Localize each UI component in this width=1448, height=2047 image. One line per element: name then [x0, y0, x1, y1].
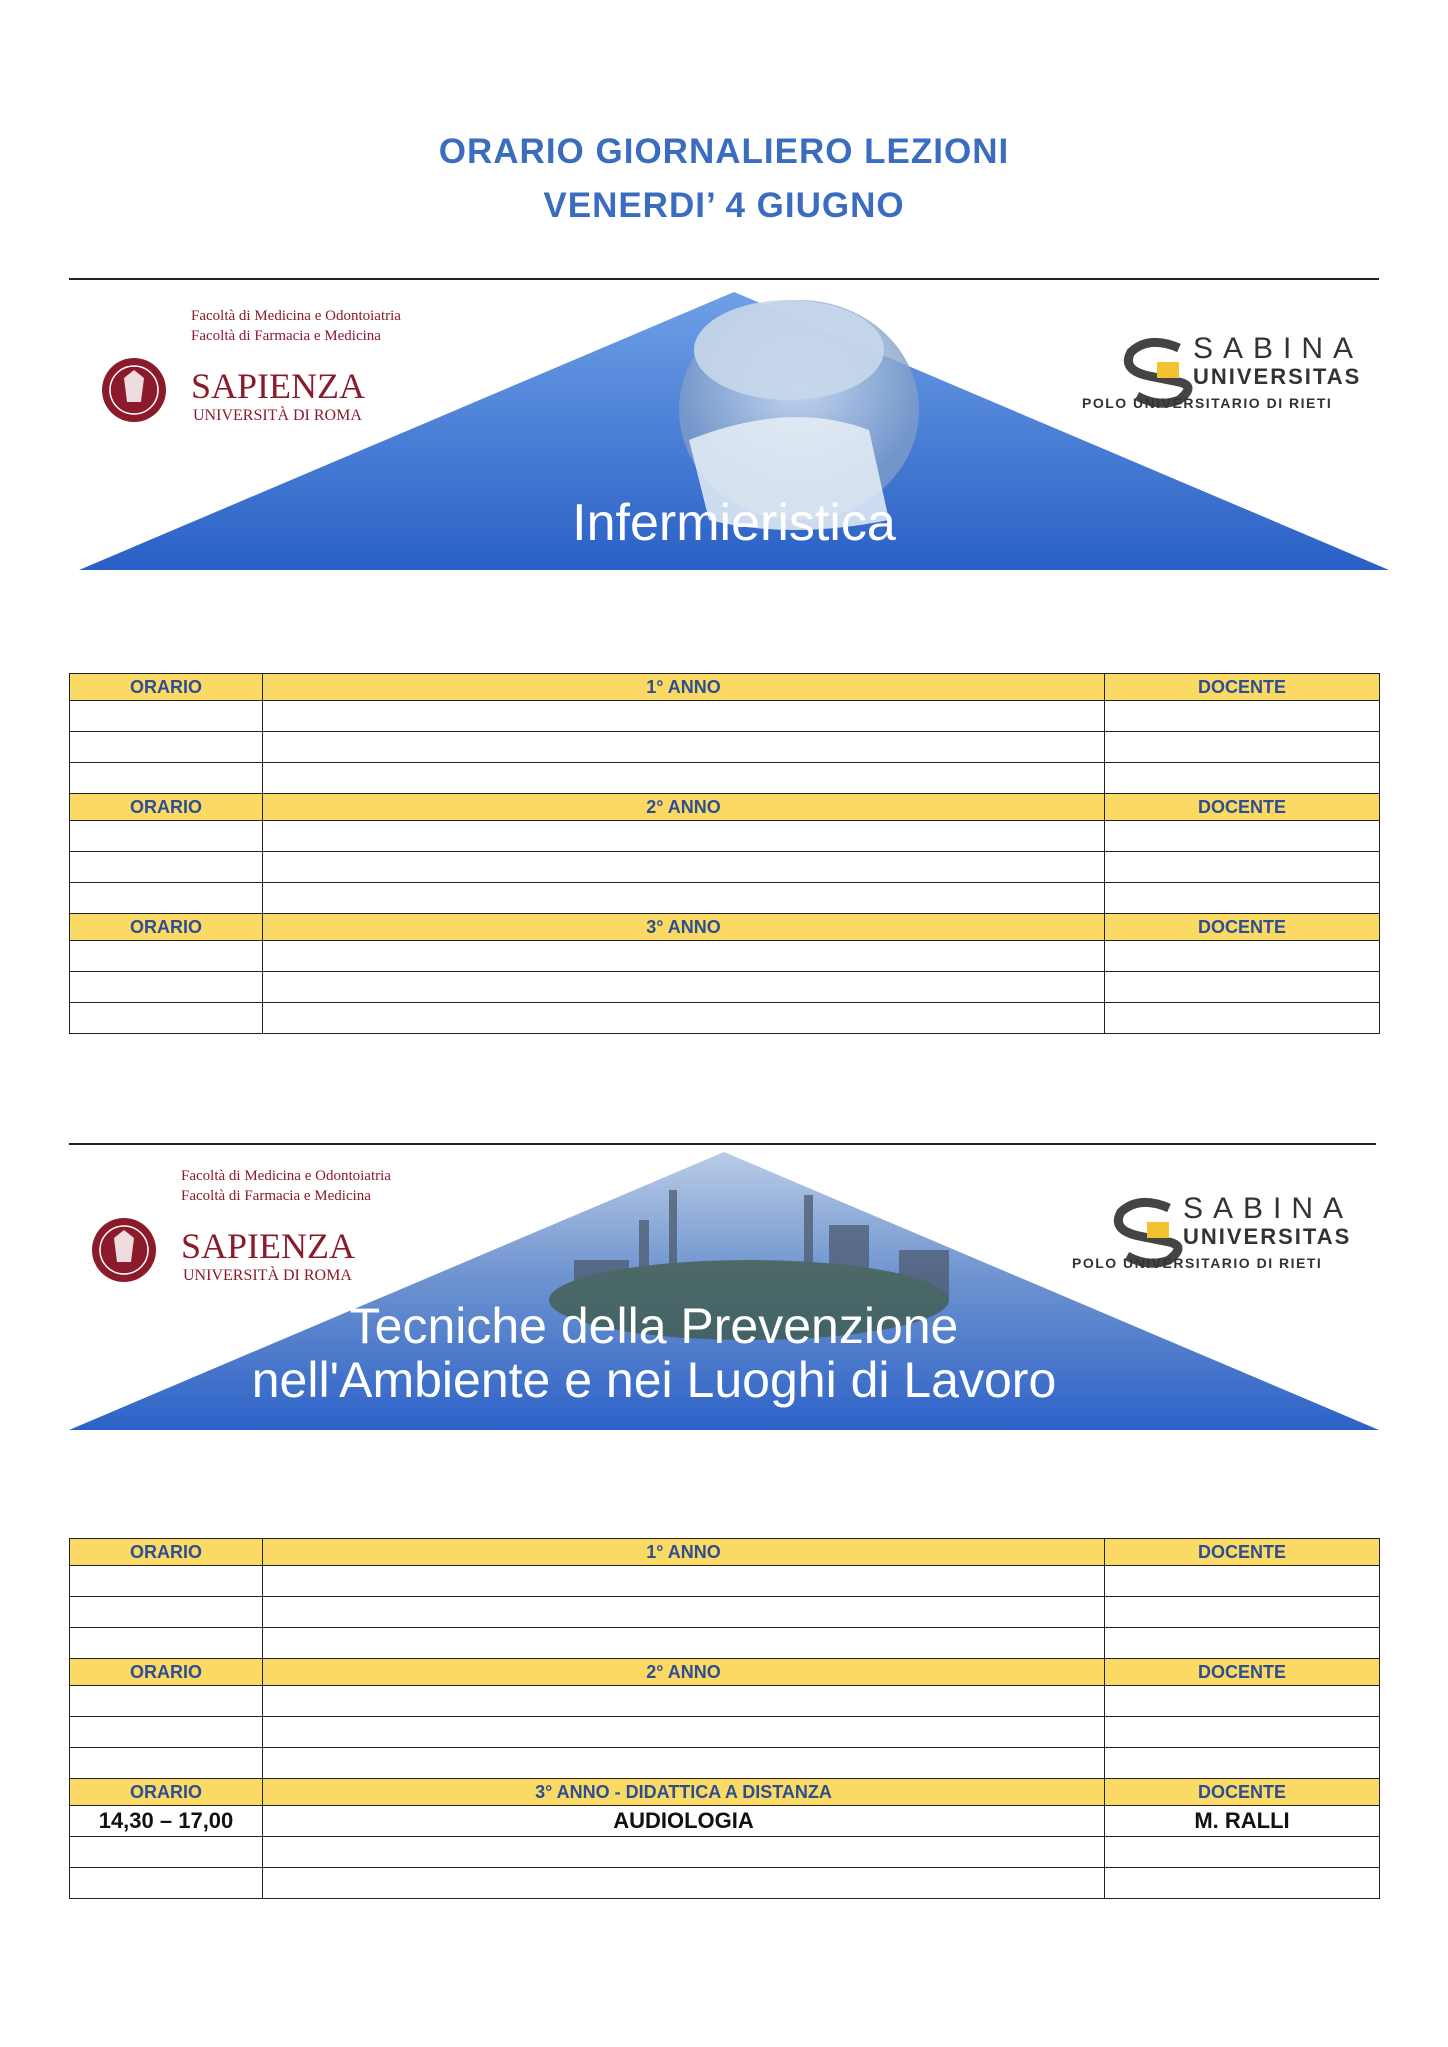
cell-course: [263, 1837, 1105, 1868]
cell-teacher: [1105, 883, 1380, 914]
cell-time: [70, 1837, 263, 1868]
page-title-line1: ORARIO GIORNALIERO LEZIONI: [438, 132, 1010, 171]
table-row: [70, 1748, 1380, 1779]
col-header-time: ORARIO: [70, 1659, 263, 1686]
cell-course: [263, 1717, 1105, 1748]
cell-course: AUDIOLOGIA: [263, 1806, 1105, 1837]
cell-time: [70, 1868, 263, 1899]
faculty-line2: Facoltà di Farmacia e Medicina: [191, 328, 381, 344]
cell-course: [263, 852, 1105, 883]
cell-course: [263, 883, 1105, 914]
col-header-time: ORARIO: [70, 914, 263, 941]
banner-title-line2: nell'Ambiente e nei Luoghi di Lavoro: [251, 1352, 1057, 1408]
cell-teacher: [1105, 763, 1380, 794]
cell-time: [70, 1628, 263, 1659]
table-row: [70, 852, 1380, 883]
table-row: [70, 972, 1380, 1003]
col-header-year: 2° ANNO: [263, 1659, 1105, 1686]
table-row: [70, 1837, 1380, 1868]
table-row: [70, 763, 1380, 794]
cell-time: [70, 732, 263, 763]
sapienza-seal-icon: [102, 358, 166, 422]
cell-time: [70, 1717, 263, 1748]
sabina-wordmark: SABINA: [1193, 332, 1364, 365]
cell-time: [70, 972, 263, 1003]
cell-teacher: [1105, 821, 1380, 852]
polo-rieti-text: POLO UNIVERSITARIO DI RIETI: [1072, 1255, 1323, 1271]
cell-time: [70, 821, 263, 852]
cell-teacher: [1105, 852, 1380, 883]
universitas-wordmark: UNIVERSITAS: [1183, 1224, 1352, 1249]
col-header-time: ORARIO: [70, 674, 263, 701]
col-header-time: ORARIO: [70, 794, 263, 821]
divider-line: [69, 1143, 1376, 1145]
col-header-year: 1° ANNO: [263, 1539, 1105, 1566]
cell-time: [70, 1686, 263, 1717]
banner-title-line1: Tecniche della Prevenzione: [349, 1298, 959, 1354]
divider-line: [69, 278, 1379, 280]
cell-time: [70, 941, 263, 972]
cell-course: [263, 701, 1105, 732]
faculty-line1: Facoltà di Medicina e Odontoiatria: [181, 1168, 391, 1184]
cell-time: [70, 1566, 263, 1597]
table-header-row: [70, 1539, 1380, 1566]
col-header-year: 3° ANNO: [263, 914, 1105, 941]
banner-title: Infermieristica: [572, 494, 896, 552]
banner-infermieristica: [69, 290, 1399, 572]
col-header-teacher: DOCENTE: [1105, 1659, 1380, 1686]
table-row: [70, 1717, 1380, 1748]
col-header-teacher: DOCENTE: [1105, 914, 1380, 941]
cell-course: [263, 1686, 1105, 1717]
schedule-table-prevenzione: [69, 1538, 1380, 1899]
sapienza-wordmark: SAPIENZA: [191, 366, 366, 406]
col-header-year: 3° ANNO - DIDATTICA A DISTANZA: [263, 1779, 1105, 1806]
sapienza-subtitle: UNIVERSITÀ DI ROMA: [183, 1267, 352, 1284]
cell-time: [70, 763, 263, 794]
cell-teacher: [1105, 1686, 1380, 1717]
table-header-row: [70, 674, 1380, 701]
table-row: [70, 732, 1380, 763]
table-header-row: [70, 1659, 1380, 1686]
sapienza-subtitle: UNIVERSITÀ DI ROMA: [193, 407, 362, 424]
table-row: [70, 1597, 1380, 1628]
cell-time: [70, 883, 263, 914]
table-row: [70, 883, 1380, 914]
table-row: [70, 1566, 1380, 1597]
cell-time: [70, 852, 263, 883]
cell-course: [263, 821, 1105, 852]
col-header-time: ORARIO: [70, 1779, 263, 1806]
col-header-teacher: DOCENTE: [1105, 674, 1380, 701]
cell-teacher: [1105, 732, 1380, 763]
table-row: [70, 1003, 1380, 1034]
col-header-teacher: DOCENTE: [1105, 1779, 1380, 1806]
cell-teacher: [1105, 1597, 1380, 1628]
table-row: [70, 821, 1380, 852]
cell-course: [263, 1003, 1105, 1034]
cell-course: [263, 941, 1105, 972]
table-row: [70, 1868, 1380, 1899]
cell-teacher: [1105, 1837, 1380, 1868]
schedule-table-infermieristica: [69, 673, 1380, 1034]
cell-teacher: [1105, 1003, 1380, 1034]
cell-course: [263, 1628, 1105, 1659]
cell-time: 14,30 – 17,00: [70, 1806, 263, 1837]
cell-course: [263, 1597, 1105, 1628]
col-header-year: 1° ANNO: [263, 674, 1105, 701]
cell-teacher: [1105, 941, 1380, 972]
page-title-line2: VENERDI’ 4 GIUGNO: [543, 186, 905, 225]
col-header-teacher: DOCENTE: [1105, 1539, 1380, 1566]
col-header-teacher: DOCENTE: [1105, 794, 1380, 821]
cell-teacher: [1105, 1566, 1380, 1597]
table-header-row: [70, 1779, 1380, 1806]
cell-course: [263, 1748, 1105, 1779]
table-row: [70, 701, 1380, 732]
cell-teacher: [1105, 1717, 1380, 1748]
cell-time: [70, 1003, 263, 1034]
cell-course: [263, 763, 1105, 794]
cell-course: [263, 1566, 1105, 1597]
cell-course: [263, 972, 1105, 1003]
banner-prevenzione: [59, 1150, 1389, 1432]
table-row: [70, 1806, 1380, 1837]
table-row: [70, 1628, 1380, 1659]
sapienza-wordmark: SAPIENZA: [181, 1226, 356, 1266]
polo-rieti-text: POLO UNIVERSITARIO DI RIETI: [1082, 395, 1333, 411]
cell-teacher: [1105, 1748, 1380, 1779]
col-header-time: ORARIO: [70, 1539, 263, 1566]
faculty-line2: Facoltà di Farmacia e Medicina: [181, 1188, 371, 1204]
cell-course: [263, 1868, 1105, 1899]
cell-teacher: M. RALLI: [1105, 1806, 1380, 1837]
cell-course: [263, 732, 1105, 763]
table-row: [70, 941, 1380, 972]
table-row: [70, 1686, 1380, 1717]
cell-teacher: [1105, 1628, 1380, 1659]
cell-teacher: [1105, 1868, 1380, 1899]
col-header-year: 2° ANNO: [263, 794, 1105, 821]
universitas-wordmark: UNIVERSITAS: [1193, 364, 1362, 389]
cell-time: [70, 701, 263, 732]
sabina-wordmark: SABINA: [1183, 1192, 1354, 1225]
table-header-row: [70, 914, 1380, 941]
cell-time: [70, 1748, 263, 1779]
cell-teacher: [1105, 972, 1380, 1003]
faculty-line1: Facoltà di Medicina e Odontoiatria: [191, 308, 401, 324]
table-header-row: [70, 794, 1380, 821]
cell-time: [70, 1597, 263, 1628]
sapienza-seal-icon: [92, 1218, 156, 1282]
cell-teacher: [1105, 701, 1380, 732]
